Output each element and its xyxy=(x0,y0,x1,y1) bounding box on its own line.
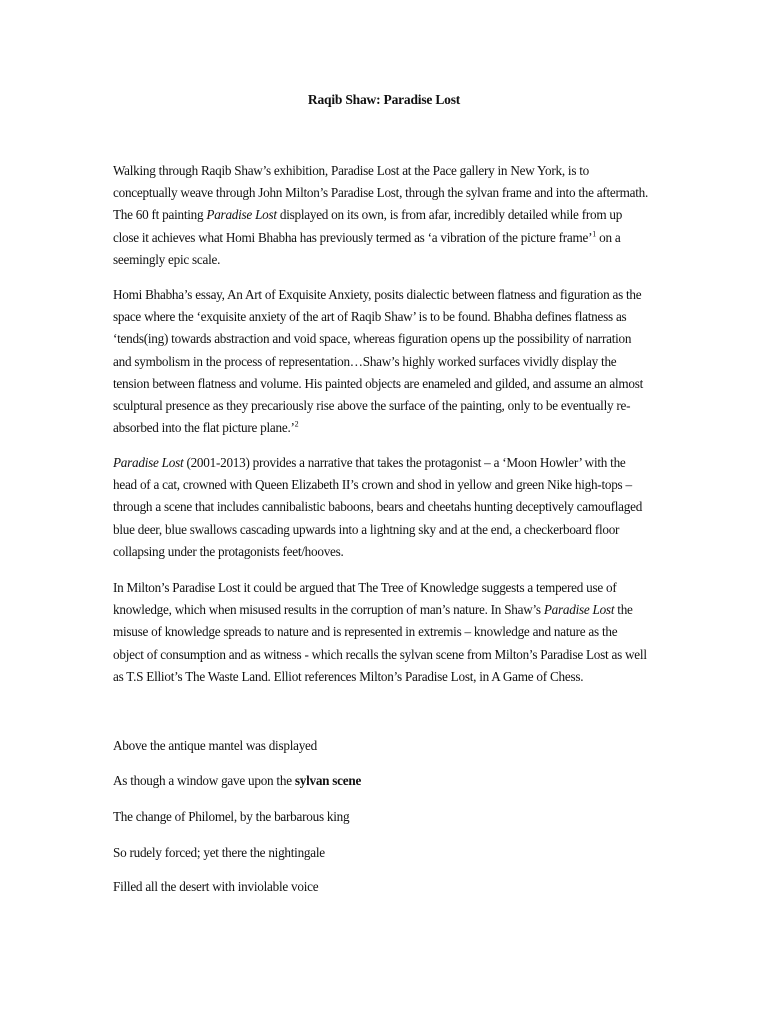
paragraph-text: (2001-2013) provides a narrative that takes the protagonist – a ‘Moon Howler’ with the head of a cat, crowned with Queen Elizabeth II’s crown and shod in yellow and green Nike high-tops – through a scene that includes cannibalistic baboons, bears and cheetahs hunting deceptively camouflaged blue deer, blue swallows cascading upwards into a lightning sky and at the end, a checkerboard floor collapsing under the protagonists feet/hooves. xyxy=(113,455,643,559)
paragraph-narrative xyxy=(113,452,649,563)
verse-line-4: So rudely forced; yet there the nightingale xyxy=(113,845,325,860)
verse-bold-phrase: sylvan scene xyxy=(294,773,362,788)
italic-title: Paradise Lost xyxy=(543,602,615,618)
verse-line-3: The change of Philomel, by the barbarous king xyxy=(113,809,350,824)
paragraph-exhibition-intro xyxy=(113,160,649,271)
footnote-marker: 2 xyxy=(294,419,299,429)
verse-text: As though a window gave upon the xyxy=(113,773,295,788)
italic-title: Paradise Lost xyxy=(113,455,184,470)
verse-line-1: Above the antique mantel was displayed xyxy=(113,738,318,753)
paragraph-text: Walking through Raqib Shaw’s exhibition, Paradise Lost at the Pace gallery in New York, is to conceptually weave through John Milton’s Paradise Lost, through the sylvan frame and into the aftermath. The 60 ft painting xyxy=(113,163,649,223)
footnote-marker: 1 xyxy=(592,229,597,239)
paragraph-text: on a seemingly epic scale. xyxy=(113,229,621,267)
paragraph-text: the misuse of knowledge spreads to nature and is represented in extremis – knowledge and nature as the object of consumption and as witness - which recalls the sylvan scene from Milton’s Paradise Lost as well as T.S Elliot’s The Waste Land. Elliot references Milton’s Paradise Lost, in A Game of Chess. xyxy=(113,602,647,684)
document-title: Raqib Shaw: Paradise Lost xyxy=(307,92,461,107)
paragraph-text: Homi Bhabha’s essay, An Art of Exquisite Anxiety, posits dialectic between flatness and figuration as the space where the ‘exquisite anxiety of the art of Raqib Shaw’ is to be found. Bhabha defines flatness as ‘tends(ing) towards abstraction and void space, whereas figuration opens up the possibility of narration and symbolism in the process of representation…Shaw’s highly worked surfaces vividly display the tension between flatness and volume. His painted objects are enameled and gilded, and assume an almost sculptural presence as they precariously rise above the surface of the painting, only to be eventually re-absorbed into the flat picture plane.’ xyxy=(113,287,644,436)
paragraph-text: displayed on its own, is from afar, incredibly detailed while from up close it achieves what Homi Bhabha has previously termed as ‘a vibration of the picture frame’ xyxy=(113,207,623,245)
verse-line-5: Filled all the desert with inviolable voice xyxy=(113,879,319,894)
paragraph-bhabha-essay xyxy=(113,284,649,439)
paragraph-text: In Milton’s Paradise Lost it could be argued that The Tree of Knowledge suggests a tempered use of knowledge, which when misused results in the corruption of man’s nature. In Shaw’s xyxy=(113,580,617,618)
verse-line-2 xyxy=(113,773,361,789)
paragraph-milton-comparison xyxy=(113,577,649,688)
italic-title: Paradise Lost xyxy=(206,207,277,223)
